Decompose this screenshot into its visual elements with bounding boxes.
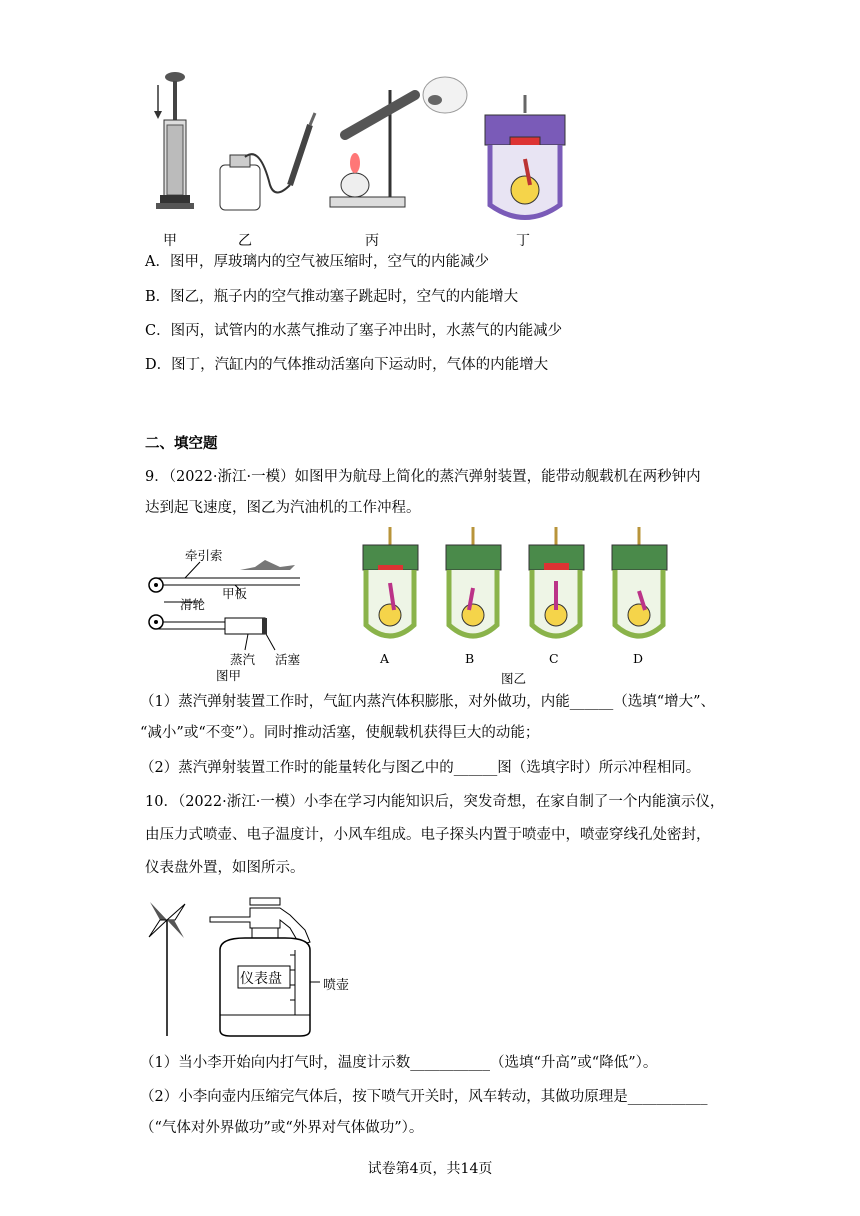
engine-stroke-c [529, 527, 584, 636]
apparatus-bing [330, 77, 467, 207]
caption-fig-yi: 图乙 [501, 671, 527, 686]
engine-stroke-b [446, 527, 501, 636]
q10-figure [140, 890, 370, 1040]
q9-stem-line2: 达到起飞速度，图乙为汽油机的工作冲程。 [145, 500, 421, 516]
q9-sub1-line1: （1）蒸汽弹射装置工作时，气缸内蒸汽体积膨胀，对外做功，内能______（选填“增大”、 [140, 694, 716, 710]
caption-fig-jia: 图甲 [216, 668, 242, 683]
q8-option-d: D．图丁，汽缸内的气体推动活塞向下运动时，气体的内能增大 [145, 357, 549, 373]
q10-sub2-line2: （“气体对外界做功”或“外界对气体做功”）。 [140, 1120, 424, 1136]
q9-stem-line1: 9．（2022·浙江·一模）如图甲为航母上简化的蒸汽弹射装置，能带动舰载机在两秒钟内 [145, 469, 701, 485]
engine-letter-b: B [465, 651, 475, 666]
figure-label-jia: 甲 [163, 233, 177, 249]
q9-sub2: （2）蒸汽弹射装置工作时的能量转化与图乙中的______图（选填字时）所示冲程相同。 [140, 760, 701, 776]
label-dial: 仪表盘 [240, 971, 282, 987]
q9-figure-jia [140, 540, 310, 685]
label-deck: 甲板 [222, 586, 248, 601]
engine-strokes-diagram [348, 525, 678, 655]
section-title: 二、填空题 [145, 436, 218, 452]
figure-label-bing: 丙 [365, 233, 379, 249]
q10-stem-line2: 由压力式喷壶、电子温度计，小风车组成。电子探头内置于喷壶中，喷壶穿线孔处密封， [145, 827, 711, 843]
engine-letter-c: C [549, 651, 559, 666]
q10-stem-line3: 仪表盘外置，如图所示。 [145, 860, 305, 876]
q10-stem-line1: 10．（2022·浙江·一模）小李在学习内能知识后，突发奇想，在家自制了一个内能演示仪， [145, 794, 725, 810]
figure-label-ding: 丁 [516, 233, 530, 249]
top-figure-drawing [140, 65, 580, 255]
apparatus-ding [485, 95, 565, 218]
engine-stroke-d [612, 527, 667, 636]
page-footer: 试卷第4页，共14页 [367, 1161, 493, 1177]
label-sprayer: 喷壶 [323, 978, 350, 993]
apparatus-yi [220, 113, 315, 210]
pinwheel-icon [149, 902, 185, 1036]
figure-label-yi: 乙 [238, 233, 252, 249]
apparatus-jia [154, 72, 194, 209]
engine-stroke-a [363, 527, 418, 636]
q10-sub1: （1）当小李开始向内打气时，温度计示数___________（选填“升高”或“降低”）。 [140, 1055, 658, 1071]
sprayer-icon [210, 898, 320, 1036]
q9-figure-yi [348, 525, 678, 690]
q8-option-b: B．图乙，瓶子内的空气推动塞子跳起时，空气的内能增大 [145, 289, 519, 305]
pinwheel-sprayer-diagram [140, 890, 370, 1040]
q10-sub2-line1: （2）小李向壶内压缩完气体后，按下喷气开关时，风车转动，其做功原理是___________ [140, 1089, 708, 1105]
engine-letter-a: A [380, 651, 390, 666]
q8-option-c: C．图丙，试管内的水蒸气推动了塞子冲出时，水蒸气的内能减少 [145, 323, 563, 339]
label-traction-rope: 牵引索 [185, 548, 223, 563]
engine-letter-d: D [633, 651, 644, 666]
label-steam: 蒸汽 [230, 652, 256, 667]
q9-sub1-line2: “减小”或“不变”）。同时推动活塞，使舰载机获得巨大的动能； [140, 725, 540, 741]
top-figure [140, 65, 580, 255]
label-pulley: 滑轮 [180, 597, 206, 612]
label-piston: 活塞 [275, 652, 301, 667]
q8-option-a: A．图甲，厚玻璃内的空气被压缩时，空气的内能减少 [145, 254, 489, 270]
